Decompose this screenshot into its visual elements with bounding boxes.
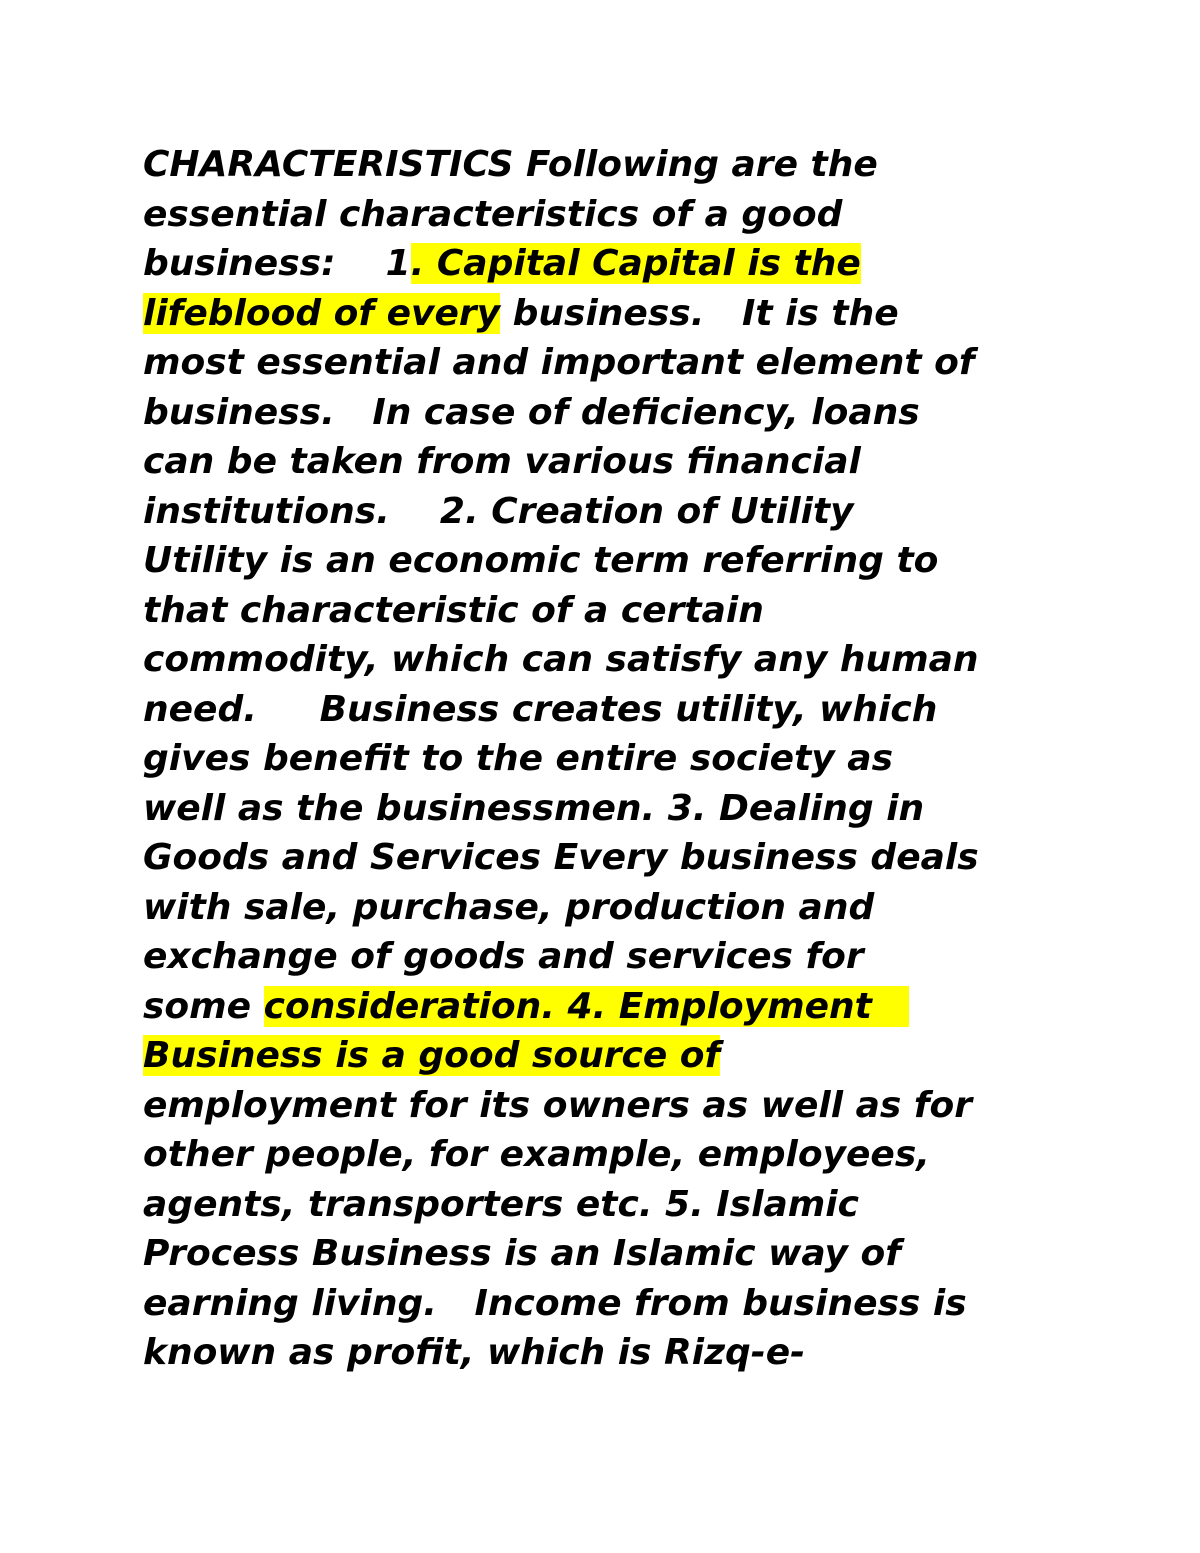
text-segment: commodity, which can satisfy any human xyxy=(143,639,979,680)
text-segment: CHARACTERISTICS Following are the xyxy=(143,144,878,185)
text-line xyxy=(143,239,1103,289)
text-segment: need. Business creates utility, which xyxy=(143,688,938,730)
text-line xyxy=(143,190,1103,240)
text-segment: institutions. 2. Creation of Utility xyxy=(143,490,854,532)
text-line xyxy=(143,1279,1103,1329)
text-segment: can be taken from various financial xyxy=(143,441,861,482)
text-line xyxy=(143,883,1103,933)
text-segment: earning living. Income from business is xyxy=(143,1282,967,1324)
text-segment: exchange of goods and services for xyxy=(143,936,864,977)
text-segment: with sale, purchase, production and xyxy=(143,886,875,928)
highlighted-text: lifeblood of every xyxy=(143,292,501,334)
text-line xyxy=(143,1229,1103,1279)
text-segment: business. It is the xyxy=(500,292,899,334)
text-segment: most essential and important element of xyxy=(143,342,975,383)
text-segment: business. In case of deficiency, loans xyxy=(143,391,920,433)
text-line xyxy=(143,1328,1103,1378)
text-segment: employment for its owners as well as for xyxy=(143,1084,973,1126)
text-segment: essential characteristics of a good xyxy=(143,193,843,235)
text-segment: well as the businessmen. 3. Dealing in xyxy=(143,787,925,829)
text-segment: Goods and Services Every business deals xyxy=(143,837,979,878)
text-segment: Utility is an economic term referring to xyxy=(143,540,939,581)
text-line xyxy=(143,289,1103,339)
text-line xyxy=(143,635,1103,685)
text-line xyxy=(143,140,1103,190)
text-segment: business: 1 xyxy=(143,243,411,284)
text-segment: Process Business is an Islamic way of xyxy=(143,1233,901,1274)
body-text xyxy=(143,140,1103,1378)
highlighted-text: Business is a good source of xyxy=(143,1035,721,1076)
text-line xyxy=(143,932,1103,982)
text-line xyxy=(143,1081,1103,1131)
text-line xyxy=(143,536,1103,586)
text-segment: other people, for example, employees, xyxy=(143,1134,930,1175)
text-line xyxy=(143,586,1103,636)
text-line xyxy=(143,784,1103,834)
text-segment: known as profit, which is Rizq-e- xyxy=(143,1332,806,1373)
highlighted-text: . Capital Capital is the xyxy=(410,243,861,284)
text-segment: that characteristic of a certain xyxy=(143,589,764,631)
text-line xyxy=(143,388,1103,438)
text-line xyxy=(143,685,1103,735)
text-line xyxy=(143,1130,1103,1180)
text-segment: some xyxy=(143,985,264,1027)
text-line xyxy=(143,734,1103,784)
text-line xyxy=(143,1180,1103,1230)
text-segment: agents, transporters etc. 5. Islamic xyxy=(143,1183,859,1225)
text-line xyxy=(143,338,1103,388)
text-line xyxy=(143,487,1103,537)
text-line xyxy=(143,1031,1103,1081)
text-line xyxy=(143,833,1103,883)
text-segment: gives benefit to the entire society as xyxy=(143,738,894,779)
text-line xyxy=(143,437,1103,487)
highlighted-text: consideration. 4. Employment xyxy=(263,985,910,1027)
text-line xyxy=(143,982,1103,1032)
